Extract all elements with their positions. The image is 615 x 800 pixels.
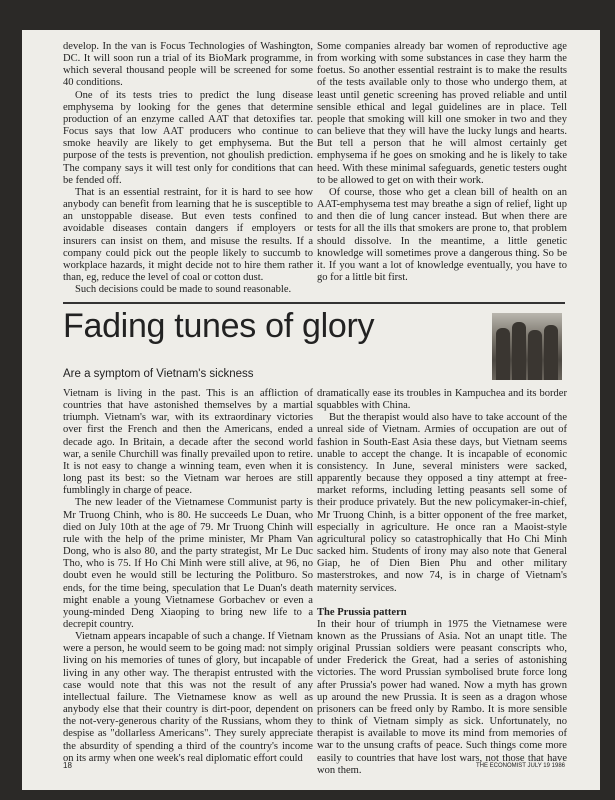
- article-left-column: [63, 388, 313, 765]
- article-headline: Fading tunes of glory: [63, 307, 375, 345]
- paragraph: One of its tests tries to predict the lung disease emphysema by looking for the genes that determine production of an enzyme called AAT that detoxifies tar. Focus says that low AAT producers who continue to smoke heavily are likely to get emphysema. But the purpose of the tests is prevention, not ghoulish prediction. The company says it will test only for conditions that can be fended off.: [63, 89, 313, 186]
- section-divider: [63, 302, 565, 304]
- paragraph: dramatically ease its troubles in Kampuchea and its border squabbles with China.: [317, 388, 567, 412]
- soldiers-photo: [492, 313, 562, 380]
- top-article-left-column: [63, 41, 313, 296]
- article-subtitle: Are a symptom of Vietnam's sickness: [63, 368, 254, 380]
- paragraph: The new leader of the Vietnamese Communist party is Mr Truong Chinh, who is 80. He succeeds Le Duan, who died on July 10th at the age of 79. Mr Truong Chinh will rule with the help of the prime minister, Mr Pham Van Dong, who is also 80, and the party strategist, Mr Le Duc Tho, who is 75. If Ho Chi Minh were still alive, at 96, no doubt even he would still be lecturing the Politburo. So ends, for the time being, speculation that Le Duan's death might enable a young Vietnamese Gorbachev or even a young-minded Deng Xiaoping to bring new life to a decrepit country.: [63, 497, 313, 630]
- paragraph: But the therapist would also have to take account of the unreal side of Vietnam. Armies of occupation are out of fashion in South-East Asia these days, but Vietnam seems unable to accept the change. It is incapable of economic consistency. In June, several ministers were sacked, apparently because they opposed a tiny attempt at free-market reforms, including letting peasants sell some of their produce privately. But the new policymaker-in-chief, Mr Truong Chinh, is a bitter opponent of the free market, especially in agriculture. He once ran a Maoist-style agricultural policy so catastrophically that Ho Chi Minh sacked him. Students of irony may also note that General Giap, he of Dien Bien Phu and other military masterstrokes, and now 74, is in charge of Vietnam's maternity services.: [317, 412, 567, 594]
- paragraph: In their hour of triumph in 1975 the Vietnamese were known as the Prussians of Asia. Not an unapt title. The original Prussian soldiers were peasant conscripts who, under Frederick the Great, had a series of astonishing victories. The word Prussian symbolised brute force long after Prussia's power had waned. Now a myth has grown up around the new Prussia. It is seen as a dragon whose prisoners can be freed only by Rambo. It is more sensible to think of Vietnam simply as sick. Unfortunately, no therapist is available to move its mind from memories of war to the unsung crafts of peace. Such things come more easily to countries that have lost wars, not those that have won them.: [317, 618, 567, 776]
- paragraph: Some companies already bar women of reproductive age from working with some substances in case they harm the foetus. So another essential restraint is to make the results of the tests available only to those who undergo them, at least until genetic screening has proved reliable and until sensible ethical and legal guidelines are in place. Tell people that smoking will kill one smoker in two and they can believe that they will have the lucky lungs and hearts. But tell a person that he will almost certainly get emphysema if he goes on smoking and he is likely to take heed. With these minimal safeguards, genetic testers ought to be allowed to get on with their work.: [317, 41, 567, 186]
- paragraph: That is an essential restraint, for it is hard to see how anybody can benefit from learning that he is susceptible to an unstoppable disease. But even tests confined to avoidable diseases contain dangers if employers or insurers can insist on them, and misuse the results. If a company could pick out the people likely to succumb to workplace hazards, it might decide not to hire them rather than, eg, reduce the level of coal or cotton dust.: [63, 186, 313, 283]
- page-number: 18: [63, 761, 72, 770]
- publication-footer: THE ECONOMIST JULY 19 1986: [475, 763, 565, 769]
- paragraph: develop. In the van is Focus Technologies of Washington, DC. It will soon run a trial of its BioMark programme, in which several thousand people will be screened for some 40 conditions.: [63, 41, 313, 89]
- article-right-column: [317, 388, 567, 777]
- section-subhead: The Prussia pattern: [317, 606, 407, 618]
- paragraph: Vietnam appears incapable of such a change. If Vietnam were a person, he would seem to be going mad: not simply living on his memories of tunes of glory, but incapable of living in any other way. The therapist entrusted with the case would note that this was not the result of any intellectual failure. The Vietnamese know as well as anybody else that their country is dirt-poor, dependent on the not-very-generous charity of the Russians, whom they despise as "dollarless Americans". They surely appreciate the absurdity of spending a third of the country's income on its army when one week's real diplomatic effort could: [63, 631, 313, 764]
- top-article-right-column: [317, 41, 567, 284]
- paragraph: Such decisions could be made to sound reasonable.: [75, 284, 292, 296]
- paragraph: Of course, those who get a clean bill of health on an AAT-emphysema test may breathe a sign of relief, light up and then die of lung cancer instead. But when there are tests for all the ills that smokers are prone to, that problem should dissolve. In the meantime, a little genetic knowledge will sometimes prove a dangerous thing. So be it. If you want a lot of knowledge eventually, you have to go for a little bit first.: [317, 186, 567, 283]
- paragraph: Vietnam is living in the past. This is an affliction of countries that have astonished themselves by a martial triumph. Vietnam's war, with its extraordinary victories over first the French and then the Americans, ended a decade ago. In Britain, a decade after the second world war, a senile Churchill was finally prevailed upon to retire. It is not easy to change a winning team, even when it is long past its best: so the Vietnam war heroes are still fumblingly in charge of peace.: [63, 388, 313, 497]
